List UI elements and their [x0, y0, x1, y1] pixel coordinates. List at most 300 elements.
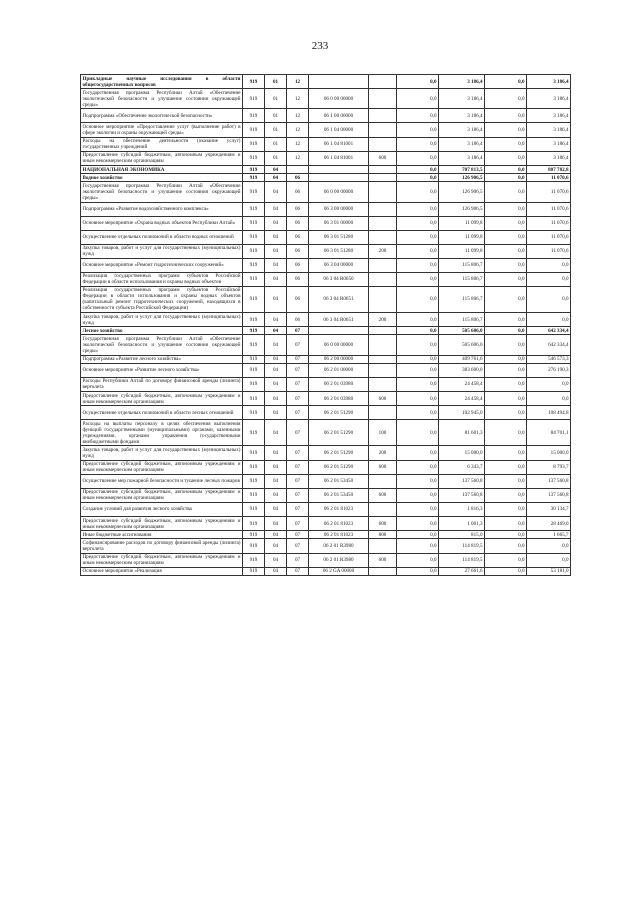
- cell-amount-4: 3 186,4: [527, 109, 571, 123]
- cell-subsection-code: 07: [287, 539, 309, 553]
- cell-target-item-code: 06 2 01 00000: [309, 363, 369, 377]
- cell-expense-type-code: [369, 335, 397, 355]
- table-row: [81, 460, 571, 474]
- table-row: [81, 420, 571, 446]
- cell-expense-type-code: [369, 89, 397, 109]
- cell-target-item-code: 06 2 01 81023: [309, 531, 369, 539]
- cell-amount-2: 3 186,4: [439, 75, 485, 89]
- cell-amount-3: 0,0: [485, 174, 527, 182]
- cell-amount-2: 3 186,4: [439, 89, 485, 109]
- cell-subsection-code: 12: [287, 151, 309, 165]
- cell-expense-type-code: 600: [369, 460, 397, 474]
- cell-expense-type-code: 200: [369, 244, 397, 258]
- cell-department-code: 919: [243, 123, 265, 137]
- cell-amount-3: 0,0: [485, 258, 527, 272]
- cell-amount-2: 24 458,4: [439, 392, 485, 406]
- table-row: [81, 313, 571, 327]
- cell-department-code: 919: [243, 165, 265, 173]
- cell-expense-type-code: [369, 258, 397, 272]
- cell-amount-4: 276 190,3: [527, 363, 571, 377]
- cell-target-item-code: 06 2 01 R3980: [309, 553, 369, 567]
- cell-name: Закупка товаров, работ и услуг для государственных (муниципальных) нужд: [82, 446, 241, 459]
- cell-section-code: 01: [265, 89, 287, 109]
- table-row: [81, 363, 571, 377]
- cell-amount-4: 0,0: [527, 313, 571, 327]
- cell-target-item-code: 06 2 00 00000: [309, 355, 369, 363]
- cell-amount-1: 0,0: [397, 539, 439, 553]
- cell-department-code: 919: [243, 363, 265, 377]
- cell-amount-1: 0,0: [397, 313, 439, 327]
- cell-subsection-code: 07: [287, 392, 309, 406]
- table-row: [81, 244, 571, 258]
- cell-target-item-code: 06 3 04 R0650: [309, 272, 369, 286]
- cell-amount-3: 0,0: [485, 488, 527, 502]
- cell-subsection-code: 07: [287, 460, 309, 474]
- cell-target-item-code: [309, 165, 369, 173]
- cell-amount-4: 15 000,0: [527, 446, 571, 460]
- cell-amount-4: 53 181,0: [527, 567, 571, 575]
- cell-subsection-code: 07: [287, 406, 309, 420]
- cell-target-item-code: 06 2 01 51290: [309, 406, 369, 420]
- cell-amount-2: 11 099,8: [439, 244, 485, 258]
- cell-target-item-code: 06 3 01 51280: [309, 230, 369, 244]
- cell-amount-4: 11 070,6: [527, 244, 571, 258]
- table-row: [81, 216, 571, 230]
- cell-department-code: 919: [243, 516, 265, 530]
- cell-amount-1: 0,0: [397, 377, 439, 391]
- cell-department-code: 919: [243, 327, 265, 335]
- cell-subsection-code: 06: [287, 182, 309, 202]
- cell-amount-1: 0,0: [397, 109, 439, 123]
- table-row: [81, 474, 571, 488]
- cell-amount-3: 0,0: [485, 539, 527, 553]
- cell-amount-3: 0,0: [485, 151, 527, 165]
- cell-amount-4: 8 793,7: [527, 460, 571, 474]
- cell-target-item-code: 06 2 01 51290: [309, 420, 369, 446]
- cell-target-item-code: 06 2 01 03980: [309, 377, 369, 391]
- cell-target-item-code: 06 1 04 00000: [309, 123, 369, 137]
- cell-expense-type-code: 200: [369, 313, 397, 327]
- cell-target-item-code: 06 2 GA 00000: [309, 567, 369, 575]
- cell-amount-1: 0,0: [397, 335, 439, 355]
- cell-section-code: 04: [265, 567, 287, 575]
- cell-amount-1: 0,0: [397, 202, 439, 216]
- cell-expense-type-code: [369, 272, 397, 286]
- cell-section-code: 04: [265, 182, 287, 202]
- cell-section-code: 01: [265, 75, 287, 89]
- cell-subsection-code: 12: [287, 123, 309, 137]
- cell-subsection-code: 06: [287, 202, 309, 216]
- cell-target-item-code: 06 1 04 81001: [309, 151, 369, 165]
- cell-amount-1: 0,0: [397, 460, 439, 474]
- cell-amount-3: 0,0: [485, 89, 527, 109]
- cell-subsection-code: 07: [287, 553, 309, 567]
- cell-amount-1: 0,0: [397, 474, 439, 488]
- cell-department-code: 919: [243, 258, 265, 272]
- cell-target-item-code: 06 1 04 81001: [309, 137, 369, 151]
- cell-amount-4: 0,0: [527, 258, 571, 272]
- cell-section-code: 01: [265, 151, 287, 165]
- cell-target-item-code: 06 2 01 53450: [309, 488, 369, 502]
- cell-department-code: 919: [243, 567, 265, 575]
- cell-amount-3: 0,0: [485, 406, 527, 420]
- cell-expense-type-code: [369, 355, 397, 363]
- cell-department-code: 919: [243, 216, 265, 230]
- cell-amount-4: 30 134,7: [527, 502, 571, 516]
- cell-amount-2: 3 186,4: [439, 137, 485, 151]
- cell-amount-1: 0,0: [397, 244, 439, 258]
- cell-section-code: 04: [265, 286, 287, 312]
- cell-section-code: 04: [265, 488, 287, 502]
- cell-amount-1: 0,0: [397, 327, 439, 335]
- table-row: [81, 553, 571, 567]
- cell-section-code: 04: [265, 531, 287, 539]
- cell-target-item-code: 06 2 01 R3980: [309, 539, 369, 553]
- cell-amount-1: 0,0: [397, 446, 439, 460]
- table-row: [81, 286, 571, 312]
- cell-amount-3: 0,0: [485, 313, 527, 327]
- cell-amount-2: 409 761,6: [439, 355, 485, 363]
- cell-section-code: 04: [265, 420, 287, 446]
- cell-amount-3: 0,0: [485, 363, 527, 377]
- cell-name: Основное мероприятие «Охрана водных объектов Республики Алтай»: [81, 216, 243, 230]
- cell-expense-type-code: [369, 123, 397, 137]
- cell-expense-type-code: 800: [369, 531, 397, 539]
- cell-amount-2: 1 816,3: [439, 502, 485, 516]
- cell-name: Государственная программа Республики Алтай «Обеспечение экологической безопасности и улучшение состояния окружающей среды»: [82, 89, 241, 108]
- cell-amount-3: 0,0: [485, 75, 527, 89]
- cell-section-code: 04: [265, 474, 287, 488]
- cell-amount-4: 642 334,4: [527, 335, 571, 355]
- cell-amount-3: 0,0: [485, 474, 527, 488]
- budget-table: [80, 74, 571, 576]
- cell-amount-4: 84 701,1: [527, 420, 571, 446]
- table-row: [81, 567, 571, 575]
- cell-amount-3: 0,0: [485, 553, 527, 567]
- cell-subsection-code: 07: [287, 377, 309, 391]
- cell-amount-2: 3 186,4: [439, 109, 485, 123]
- cell-section-code: 04: [265, 355, 287, 363]
- cell-amount-3: 0,0: [485, 502, 527, 516]
- cell-subsection-code: 07: [287, 516, 309, 530]
- cell-section-code: 04: [265, 327, 287, 335]
- cell-amount-3: 0,0: [485, 286, 527, 312]
- cell-name: Иные бюджетные ассигнования: [81, 531, 243, 539]
- cell-amount-2: 815,0: [439, 531, 485, 539]
- cell-subsection-code: 12: [287, 89, 309, 109]
- cell-amount-2: 115 806,7: [439, 286, 485, 312]
- cell-name: Осуществление отдельных полномочий в области водных отношений: [81, 230, 243, 244]
- cell-department-code: 919: [243, 392, 265, 406]
- table-row: [81, 355, 571, 363]
- cell-amount-1: 0,0: [397, 363, 439, 377]
- cell-amount-4: 137 560,8: [527, 474, 571, 488]
- cell-department-code: 919: [243, 109, 265, 123]
- cell-amount-4: 11 070,6: [527, 230, 571, 244]
- cell-amount-4: 137 560,8: [527, 488, 571, 502]
- page-number: 233: [311, 40, 329, 52]
- cell-amount-1: 0,0: [397, 531, 439, 539]
- cell-expense-type-code: [369, 137, 397, 151]
- cell-amount-2: 114 819,5: [439, 539, 485, 553]
- cell-amount-1: 0,0: [397, 75, 439, 89]
- cell-amount-3: 0,0: [485, 531, 527, 539]
- cell-amount-4: 3 186,4: [527, 75, 571, 89]
- table-row: [81, 446, 571, 460]
- cell-expense-type-code: [369, 165, 397, 173]
- cell-amount-4: 0,0: [527, 272, 571, 286]
- cell-amount-2: 505 606,0: [439, 327, 485, 335]
- cell-amount-3: 0,0: [485, 327, 527, 335]
- cell-expense-type-code: [369, 286, 397, 312]
- cell-amount-3: 0,0: [485, 446, 527, 460]
- cell-name: Предоставление субсидий бюджетным, автономным учреждениям и иным некоммерческим организациям: [82, 489, 241, 502]
- table-row: [81, 109, 571, 123]
- cell-subsection-code: 07: [287, 567, 309, 575]
- cell-expense-type-code: 600: [369, 516, 397, 530]
- cell-subsection-code: 07: [287, 355, 309, 363]
- cell-department-code: 919: [243, 539, 265, 553]
- cell-amount-2: 11 099,8: [439, 216, 485, 230]
- cell-amount-1: 0,0: [397, 216, 439, 230]
- cell-subsection-code: 07: [287, 446, 309, 460]
- cell-amount-3: 0,0: [485, 335, 527, 355]
- cell-name: Подпрограмма «Развитие лесного хозяйства»: [81, 355, 243, 363]
- cell-department-code: 919: [243, 230, 265, 244]
- cell-expense-type-code: [369, 327, 397, 335]
- table-row: [81, 258, 571, 272]
- cell-amount-4: 807 782,8: [527, 165, 571, 173]
- cell-section-code: 04: [265, 460, 287, 474]
- cell-name: Расходы Республики Алтай по договору финансовой аренды (лизинга) вертолета: [82, 378, 241, 391]
- cell-amount-2: 505 606,0: [439, 335, 485, 355]
- cell-subsection-code: 07: [287, 502, 309, 516]
- cell-amount-4: 0,0: [527, 539, 571, 553]
- cell-amount-1: 0,0: [397, 258, 439, 272]
- cell-amount-3: 0,0: [485, 377, 527, 391]
- cell-department-code: 919: [243, 446, 265, 460]
- cell-department-code: 919: [243, 182, 265, 202]
- cell-target-item-code: [309, 327, 369, 335]
- cell-amount-4: 11 070,6: [527, 216, 571, 230]
- cell-name: НАЦИОНАЛЬНАЯ ЭКОНОМИКА: [81, 165, 243, 173]
- table-row: [81, 202, 571, 216]
- cell-name: Предоставление субсидий бюджетным, автономным учреждениям и иным некоммерческим организациям: [82, 517, 241, 530]
- cell-amount-3: 0,0: [485, 460, 527, 474]
- cell-name: Осуществление отдельных полномочий в области лесных отношений: [81, 406, 243, 420]
- cell-name: Подпрограмма «Обеспечение экологической безопасности»: [81, 109, 243, 123]
- cell-name: Предоставление субсидий бюджетным, автономным учреждениям и иным некоммерческим организациям: [82, 392, 241, 405]
- cell-amount-1: 0,0: [397, 502, 439, 516]
- cell-name: Основное мероприятие «Предоставление услуг (выполнение работ) в сфере экологии и охраны окружающей среды»: [82, 123, 241, 136]
- cell-name: Предоставление субсидий бюджетным, автономным учреждениям и иным некоммерческим организациям: [82, 461, 241, 474]
- cell-amount-1: 0,0: [397, 137, 439, 151]
- cell-target-item-code: 06 2 01 81023: [309, 502, 369, 516]
- table-row: [81, 516, 571, 530]
- cell-subsection-code: 06: [287, 286, 309, 312]
- cell-amount-2: 707 813,5: [439, 165, 485, 173]
- cell-amount-4: 546 573,3: [527, 355, 571, 363]
- cell-amount-3: 0,0: [485, 244, 527, 258]
- cell-section-code: 04: [265, 516, 287, 530]
- cell-amount-2: 126 906,5: [439, 202, 485, 216]
- cell-expense-type-code: [369, 174, 397, 182]
- cell-section-code: 04: [265, 313, 287, 327]
- cell-subsection-code: 06: [287, 230, 309, 244]
- cell-amount-2: 115 806,7: [439, 272, 485, 286]
- cell-section-code: 04: [265, 230, 287, 244]
- cell-section-code: 04: [265, 539, 287, 553]
- cell-subsection-code: 07: [287, 363, 309, 377]
- cell-name: Закупка товаров, работ и услуг для государственных (муниципальных) нужд: [82, 313, 241, 326]
- cell-amount-3: 0,0: [485, 182, 527, 202]
- cell-expense-type-code: [369, 216, 397, 230]
- budget-table-body: [81, 75, 571, 576]
- cell-amount-2: 126 906,5: [439, 182, 485, 202]
- cell-name: Подпрограмма «Развитие водохозяйственного комплекса»: [81, 202, 243, 216]
- table-row: [81, 174, 571, 182]
- cell-target-item-code: [309, 174, 369, 182]
- cell-section-code: 04: [265, 392, 287, 406]
- cell-department-code: 919: [243, 474, 265, 488]
- cell-expense-type-code: [369, 502, 397, 516]
- cell-amount-2: 114 819,5: [439, 553, 485, 567]
- cell-section-code: 04: [265, 363, 287, 377]
- cell-subsection-code: 07: [287, 335, 309, 355]
- cell-amount-4: 3 186,4: [527, 89, 571, 109]
- cell-amount-4: 0,0: [527, 553, 571, 567]
- table-row: [81, 89, 571, 109]
- cell-amount-1: 0,0: [397, 488, 439, 502]
- cell-department-code: 919: [243, 244, 265, 258]
- cell-section-code: 04: [265, 502, 287, 516]
- table-row: [81, 406, 571, 420]
- cell-amount-4: 108 494,8: [527, 406, 571, 420]
- cell-amount-3: 0,0: [485, 137, 527, 151]
- cell-amount-4: 11 070,6: [527, 182, 571, 202]
- cell-amount-4: 642 334,4: [527, 327, 571, 335]
- cell-department-code: 919: [243, 377, 265, 391]
- cell-name: Предоставление субсидий бюджетным, автономным учреждениям и иным некоммерческим организациям: [82, 152, 241, 165]
- table-row: [81, 230, 571, 244]
- cell-expense-type-code: 600: [369, 553, 397, 567]
- cell-amount-1: 0,0: [397, 182, 439, 202]
- cell-amount-4: 0,0: [527, 286, 571, 312]
- cell-name: Государственная программа Республики Алтай «Обеспечение экологической безопасности и улучшение состояния окружающей среды»: [82, 336, 241, 355]
- cell-amount-4: 28 469,0: [527, 516, 571, 530]
- cell-amount-3: 0,0: [485, 567, 527, 575]
- cell-section-code: 04: [265, 335, 287, 355]
- cell-section-code: 04: [265, 553, 287, 567]
- cell-amount-1: 0,0: [397, 406, 439, 420]
- table-row: [81, 531, 571, 539]
- cell-section-code: 04: [265, 174, 287, 182]
- cell-subsection-code: 06: [287, 313, 309, 327]
- cell-amount-1: 0,0: [397, 355, 439, 363]
- cell-amount-2: 3 186,4: [439, 123, 485, 137]
- table-row: [81, 327, 571, 335]
- cell-name: Основное мероприятие «Ремонт гидротехнических сооружений»: [81, 258, 243, 272]
- cell-amount-3: 0,0: [485, 216, 527, 230]
- cell-target-item-code: 06 3 01 00000: [309, 216, 369, 230]
- cell-section-code: 04: [265, 216, 287, 230]
- cell-amount-4: 0,0: [527, 377, 571, 391]
- cell-subsection-code: 06: [287, 216, 309, 230]
- cell-target-item-code: 06 3 04 R0651: [309, 313, 369, 327]
- cell-amount-2: 11 099,8: [439, 230, 485, 244]
- cell-section-code: 04: [265, 406, 287, 420]
- cell-amount-2: 383 600,0: [439, 363, 485, 377]
- cell-name: Водное хозяйство: [81, 174, 243, 182]
- cell-amount-4: 3 186,4: [527, 151, 571, 165]
- cell-amount-2: 6 343,7: [439, 460, 485, 474]
- cell-amount-2: 27 661,6: [439, 567, 485, 575]
- cell-amount-4: 3 186,4: [527, 123, 571, 137]
- cell-department-code: 919: [243, 502, 265, 516]
- cell-target-item-code: 06 3 04 R0651: [309, 286, 369, 312]
- cell-amount-3: 0,0: [485, 355, 527, 363]
- cell-department-code: 919: [243, 202, 265, 216]
- table-row: [81, 272, 571, 286]
- table-row: [81, 151, 571, 165]
- table-row: [81, 488, 571, 502]
- cell-name: Предоставление субсидий бюджетным, автономным учреждениям и иным некоммерческим организациям: [82, 554, 241, 567]
- cell-expense-type-code: [369, 474, 397, 488]
- cell-target-item-code: 06 2 01 81023: [309, 516, 369, 530]
- cell-section-code: 04: [265, 202, 287, 216]
- cell-name: Расходы на обеспечение деятельности (оказание услуг) государственных учреждений: [82, 138, 241, 151]
- cell-subsection-code: 06: [287, 244, 309, 258]
- table-row: [81, 392, 571, 406]
- cell-amount-3: 0,0: [485, 516, 527, 530]
- cell-expense-type-code: 200: [369, 446, 397, 460]
- cell-amount-1: 0,0: [397, 174, 439, 182]
- cell-name: Реализация государственных программ субъектов Российской Федерации в области использования и охраны водных объектов (капитальный ремонт гидротехнических сооружений, находящихся в собственности субъекта Российской Федерации): [82, 287, 241, 312]
- cell-amount-2: 137 560,8: [439, 488, 485, 502]
- cell-amount-4: 3 186,4: [527, 137, 571, 151]
- cell-amount-1: 0,0: [397, 286, 439, 312]
- cell-name: Прикладные научные исследования в области общегосударственных вопросов: [82, 75, 241, 88]
- cell-target-item-code: 06 2 01 53450: [309, 474, 369, 488]
- cell-expense-type-code: [369, 567, 397, 575]
- cell-amount-3: 0,0: [485, 392, 527, 406]
- cell-section-code: 04: [265, 377, 287, 391]
- cell-expense-type-code: 600: [369, 392, 397, 406]
- cell-department-code: 919: [243, 313, 265, 327]
- cell-amount-4: 0,0: [527, 392, 571, 406]
- cell-target-item-code: 06 2 01 03980: [309, 392, 369, 406]
- table-row: [81, 335, 571, 355]
- cell-section-code: 04: [265, 446, 287, 460]
- cell-expense-type-code: [369, 182, 397, 202]
- cell-amount-3: 0,0: [485, 230, 527, 244]
- cell-expense-type-code: [369, 230, 397, 244]
- cell-target-item-code: 06 2 01 51290: [309, 460, 369, 474]
- cell-amount-4: 11 070,6: [527, 174, 571, 182]
- cell-subsection-code: 06: [287, 174, 309, 182]
- cell-section-code: 04: [265, 244, 287, 258]
- cell-target-item-code: 06 3 04 00000: [309, 258, 369, 272]
- cell-target-item-code: 06 3 00 00000: [309, 202, 369, 216]
- cell-expense-type-code: [369, 363, 397, 377]
- cell-amount-1: 0,0: [397, 392, 439, 406]
- cell-amount-2: 81 601,3: [439, 420, 485, 446]
- cell-amount-3: 0,0: [485, 420, 527, 446]
- cell-expense-type-code: [369, 109, 397, 123]
- cell-section-code: 01: [265, 137, 287, 151]
- cell-subsection-code: 07: [287, 327, 309, 335]
- cell-target-item-code: 06 3 01 51280: [309, 244, 369, 258]
